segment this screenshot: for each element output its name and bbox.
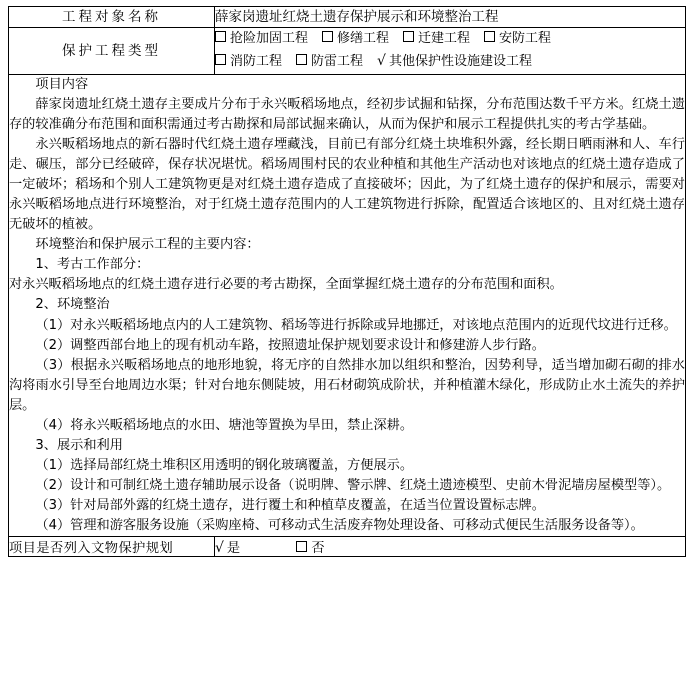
option-label: 是 [226, 541, 241, 557]
content-section-heading: 3、展示和利用 [35, 437, 123, 453]
content-section-heading: 1、考古工作部分： [35, 257, 150, 273]
checkbox-label: 防雷工程 [311, 54, 364, 69]
content-heading: 项目内容 [35, 76, 89, 92]
checkbox-icon[interactable] [484, 31, 495, 42]
content-paragraph: （1）对永兴畈稻场地点内的人工建筑物、稻场等进行拆除或异地挪迁，对该地点范围内的近现代坟进行迁移。 [35, 317, 677, 333]
check-mark-icon: √ [215, 540, 224, 557]
checkbox-option-relocation[interactable] [403, 28, 470, 51]
content-paragraph: （4）管理和游客服务设施（采购座椅、可移动式生活废弃物处理设备、可移动式便民生活服务设备等）。 [35, 518, 644, 534]
checkbox-option-rescue[interactable] [215, 28, 308, 51]
type-options-line-2 [215, 51, 685, 74]
checkbox-label: 修缮工程 [337, 31, 390, 47]
checkbox-label: 其他保护性设施建设工程 [388, 54, 532, 69]
project-info-table [8, 6, 686, 557]
table-row-project-name [9, 7, 686, 28]
planning-answer-options [215, 537, 686, 557]
checkbox-option-repair[interactable] [322, 28, 389, 51]
checkbox-label: 迁建工程 [418, 31, 471, 47]
protect-type-options [215, 28, 686, 75]
checkbox-label: 抢险加固工程 [230, 31, 309, 47]
content-paragraph: 环境整治和保护展示工程的主要内容： [35, 237, 260, 253]
content-paragraph: 薛家岗遗址红烧土遗存主要成片分布于永兴畈稻场地点，经初步试掘和钻探，分布范围达数千平方米。红烧土遗存的较准确分布范围和面积需通过考古勘探和局部试掘来确认，从而为保护和展示工程提供扎实的考古学基础。 [9, 96, 685, 132]
checkbox-icon[interactable] [322, 31, 333, 42]
content-paragraph: 对永兴畈稻场地点的红烧土遗存进行必要的考古勘探，全面掌握红烧土遗存的分布范围和面积。 [9, 277, 563, 293]
checkbox-icon[interactable] [403, 31, 414, 42]
project-content-cell [9, 74, 686, 536]
protect-type-label: 保护工程类型 [9, 28, 215, 75]
content-paragraph: （1）选择局部红烧土堆积区用透明的钢化玻璃覆盖，方便展示。 [35, 457, 414, 473]
content-section-heading: 2、环境整治 [35, 297, 110, 313]
radio-option-no[interactable] [296, 541, 324, 556]
content-paragraph: （2）设计和可制红烧土遗存辅助展示设备（说明牌、警示牌、红烧土遗迹模型、史前木骨泥墙房屋模型等）。 [35, 478, 671, 493]
checkbox-option-lightning[interactable] [296, 51, 363, 74]
checkbox-label: 安防工程 [499, 31, 552, 47]
content-paragraph: 永兴畈稻场地点的新石器时代红烧土遗存堙藏浅，目前已有部分红烧土块堆积外露，经长期日晒雨淋和人、车行走、碾压，部分已经破碎，保存状况堪忧。稻场周围村民的农业种植和其他生产活动也对该地点的红烧土遗存造成了一定破坏；稻场和个别人工建筑物更是对红烧土遗存造成了直接破坏；因此，为了红烧土遗存的保护和展示，需要对永兴畈稻场地点进行环境整治，对于红烧土遗存范围内的人工建筑物进行拆除，配置适合该地区的、且对红烧土遗存无破坏的植被。 [9, 136, 685, 233]
option-label: 否 [311, 541, 325, 557]
checkbox-option-other-facility[interactable] [377, 51, 532, 74]
checkbox-icon[interactable] [215, 31, 226, 42]
type-options-line-1 [215, 28, 685, 51]
checkbox-icon[interactable] [296, 54, 307, 65]
checkbox-label: 消防工程 [230, 54, 283, 69]
radio-option-yes[interactable] [215, 541, 240, 556]
content-paragraph: （3）根据永兴畈稻场地点的地形地貌，将无序的自然排水加以组织和整治，因势利导，适当增加砌石砌的排水沟将雨水引导至台地周边水渠；针对台地东侧陡坡，用石材砌筑成阶状，并种植灌木绿化，形成防止水土流失的养护层。 [9, 357, 685, 413]
checkbox-option-security[interactable] [484, 28, 551, 51]
check-mark-icon: √ [377, 53, 386, 69]
project-name-value: 薛家岗遗址红烧土遗存保护展示和环境整治工程 [215, 7, 686, 28]
project-name-label: 工程对象名称 [9, 7, 215, 28]
checkbox-option-fire[interactable] [215, 51, 282, 74]
table-row-content [9, 74, 686, 536]
table-row-protect-type [9, 28, 686, 75]
content-paragraph: （2）调整西部台地上的现有机动车路，按照遗址保护规划要求设计和修建游人步行路。 [35, 337, 545, 353]
table-row-planning [9, 537, 686, 557]
checkbox-icon[interactable] [296, 541, 307, 552]
planning-question-label: 项目是否列入文物保护规划 [9, 537, 215, 557]
checkbox-icon[interactable] [215, 54, 226, 65]
content-paragraph: （3）针对局部外露的红烧土遗存，进行覆土和种植草皮覆盖，在适当位置设置标志牌。 [35, 498, 545, 514]
content-paragraph: （4）将永兴畈稻场地点的水田、塘池等置换为旱田，禁止深耕。 [35, 417, 414, 433]
